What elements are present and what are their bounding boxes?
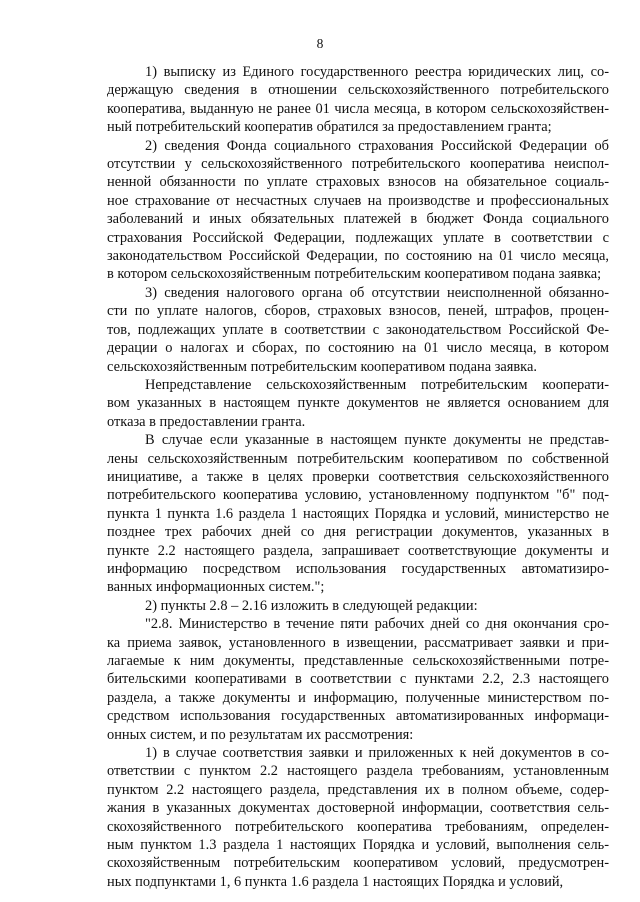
text-line: ответствии с пунктом 2.2 настоящего раздела требованиям, установленным <box>107 763 609 780</box>
text-line: раздела, а также документы и информацию, полученные министерством по- <box>107 689 609 706</box>
text-line: скохозяйственного потребительского кооператива требованиям, определен- <box>107 818 609 835</box>
text-line: кооператива, выданную не ранее 01 числа месяца, в котором сельскохозяйствен- <box>107 100 609 117</box>
text-line: ка приема заявок, установленного в извещении, рассматривает заявки и при- <box>107 634 609 651</box>
text-line: тов, подлежащих уплате в соответствии с законодательством Российской Фе- <box>107 321 609 338</box>
text-line: дерации о налогах и сборах, по состоянию на 01 число месяца, в котором <box>107 340 609 357</box>
text-line: пункте 2.2 настоящего раздела, запрашивает соответствующие документы и <box>107 542 609 559</box>
text-line: 1) выписку из Единого государственного реестра юридических лиц, со- <box>145 64 609 80</box>
text-line: ное страхование от несчастных случаев на производстве и профессиональных <box>107 192 609 209</box>
text-line: вом указанных в настоящем пункте документов не является основанием для <box>107 395 609 412</box>
text-line: скохозяйственным потребительским кооперативом условий, предусмотрен- <box>107 855 609 872</box>
text-line: жания в указанных документах достоверной информации, соответствия сель- <box>107 800 609 817</box>
text-line: страхования Российской Федерации, подлежащих уплате в соответствии с <box>107 229 609 246</box>
text-line: "2.8. Министерство в течение пяти рабочих дней со дня окончания сро- <box>145 616 609 633</box>
paragraph <box>107 63 609 137</box>
text-line: в котором сельскохозяйственным потребительским кооперативом подана заявка; <box>107 266 602 283</box>
paragraph <box>107 615 609 744</box>
text-line: заболеваний и иных обязательных платежей в бюджет Фонда социального <box>107 211 609 228</box>
text-line: 3) сведения налогового органа об отсутствии неисполненной обязанно- <box>145 284 609 301</box>
paragraph <box>107 744 609 891</box>
text-line: В случае если указанные в настоящем пункте документы не представ- <box>145 432 609 449</box>
text-line: 2) сведения Фонда социального страхования Российской Федерации об <box>145 137 609 154</box>
paragraph <box>107 431 609 597</box>
text-line: ных подпунктами 1, 6 пункта 1.6 раздела 1 настоящих Порядка и условий, <box>107 873 564 890</box>
text-line: информацию посредством использования государственных автоматизиро- <box>107 560 609 577</box>
text-line: ным пунктом 1.3 раздела 1 настоящих Порядка и условий, выполнения сель- <box>107 837 609 854</box>
paragraph <box>107 284 609 376</box>
paragraph <box>107 376 609 431</box>
text-line: Непредставление сельскохозяйственным потребительским кооперати- <box>145 376 609 393</box>
text-line: лагаемые к ним документы, представленные сельскохозяйственными потре- <box>107 653 609 669</box>
text-line: отсутствии у сельскохозяйственного потребительского кооператива неиспол- <box>107 156 609 173</box>
text-line: лены сельскохозяйственным потребительским кооперативом по собственной <box>107 450 609 467</box>
page-number: 8 <box>316 36 324 51</box>
text-line: позднее трех рабочих дней со дня регистрации документов, указанных в <box>107 524 609 541</box>
paragraph <box>107 137 609 284</box>
text-line: пунктом 2.2 настоящего раздела, представления их в полном объеме, содер- <box>107 781 609 798</box>
text-line: потребительского кооператива условию, установленному подпунктом "б" под- <box>107 487 609 504</box>
text-line: ванных информационных систем."; <box>107 579 325 596</box>
text-line: держащую сведения в отношении сельскохозяйственного потребительского <box>107 82 609 99</box>
text-line: средством использования государственных автоматизированных информаци- <box>107 708 609 725</box>
text-line: законодательством Российской Федерации, по состоянию на 01 число месяца, <box>107 248 609 265</box>
text-line: онных систем, и по результатам их рассмотрения: <box>107 726 414 743</box>
text-line: сельскохозяйственным потребительским кооперативом подана заявка. <box>107 358 537 375</box>
text-line: инициативе, а также в целях проверки соответствия сельскохозяйственного <box>107 468 609 485</box>
text-line: 2) пункты 2.8 – 2.16 изложить в следующей редакции: <box>145 597 478 614</box>
text-line: отказа в предоставлении гранта. <box>107 413 306 430</box>
document-body <box>107 63 609 891</box>
text-line: бительскими кооперативами в соответствии с пунктами 2.2, 2.3 настоящего <box>107 671 609 688</box>
text-line: сти по уплате налогов, сборов, страховых взносов, пеней, штрафов, процен- <box>107 303 609 320</box>
text-line: пункта 1 пункта 1.6 раздела 1 настоящих Порядка и условий, министерство не <box>107 505 609 522</box>
text-line: ненной обязанности по уплате страховых взносов на обязательное социаль- <box>107 174 609 191</box>
text-line: 1) в случае соответствия заявки и приложенных к ней документов в со- <box>145 745 609 762</box>
text-line: ный потребительский кооператив обратился за предоставлением гранта; <box>107 119 552 136</box>
paragraph <box>107 597 609 615</box>
